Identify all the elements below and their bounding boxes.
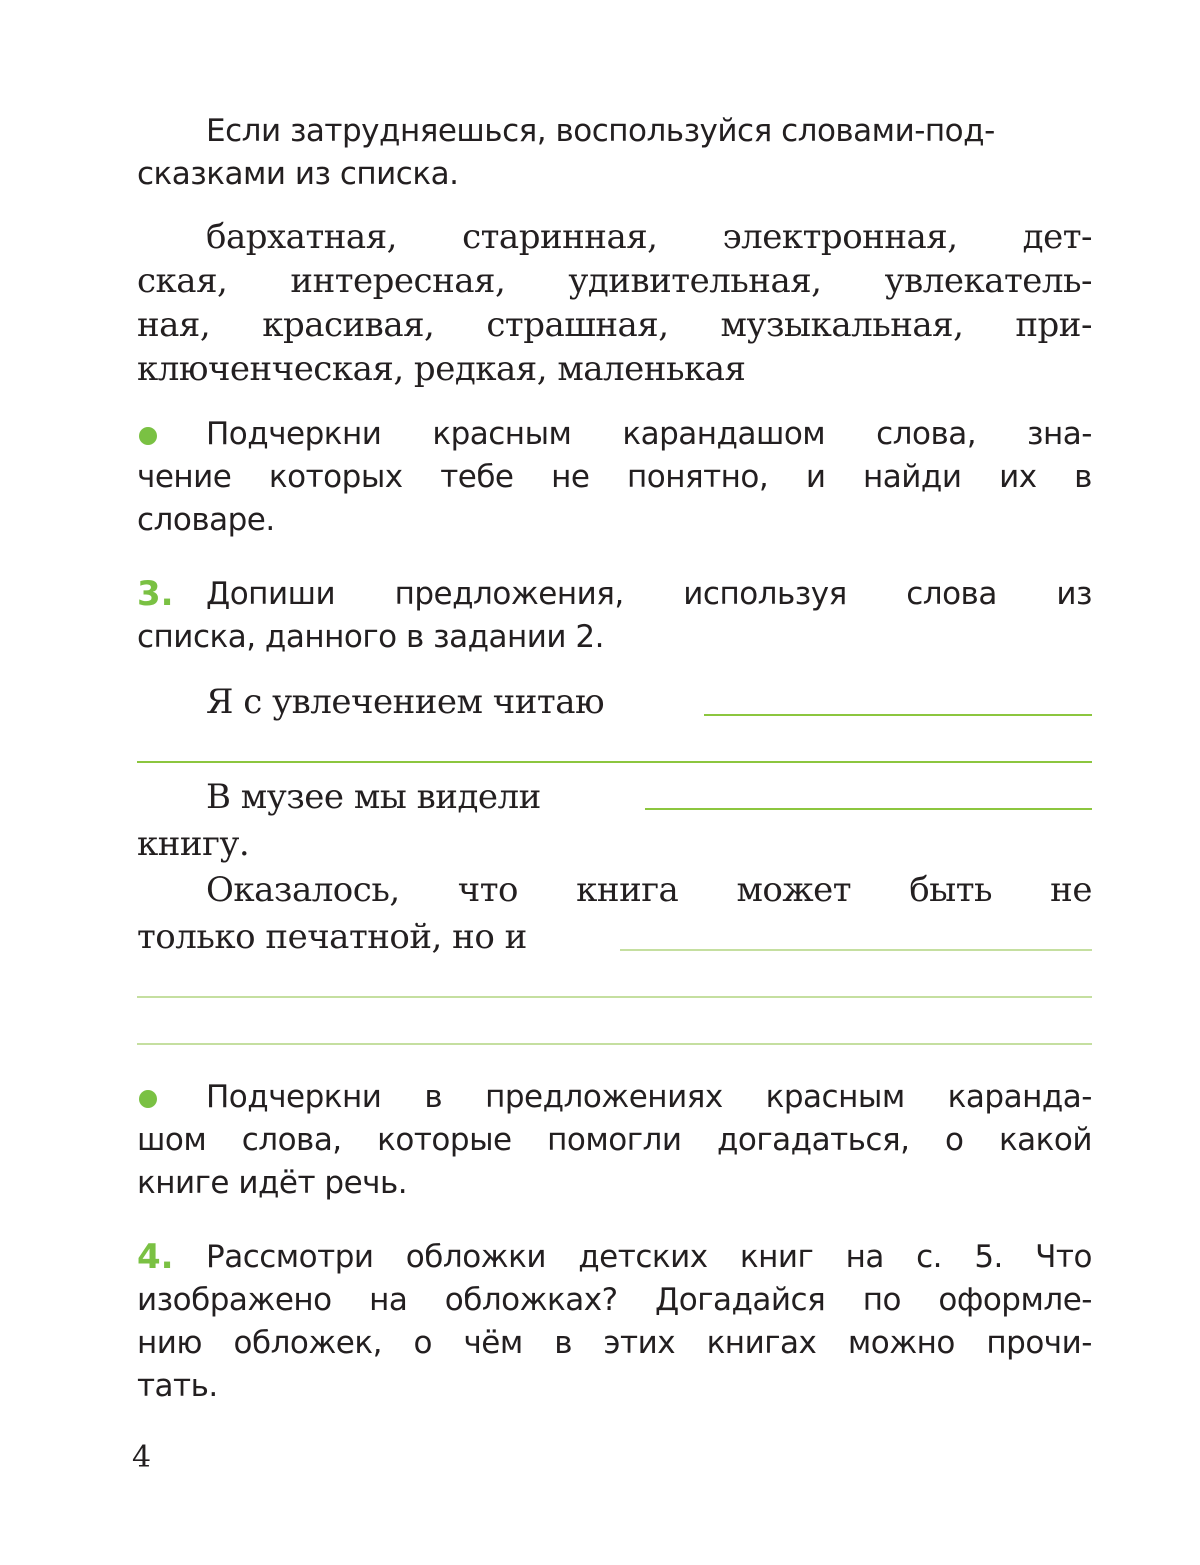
bullet-icon [139,1090,157,1108]
word: оформле- [938,1282,1092,1318]
word: Оказалось, [206,870,400,910]
word: которые [377,1122,512,1158]
page-number: 4 [132,1440,152,1475]
word: с. [916,1239,943,1275]
word: прочи- [986,1325,1092,1361]
word: нию [137,1325,203,1361]
bullet-2-line-2 [137,1122,1092,1158]
word: о [944,1122,964,1158]
word-list-line-4 [137,349,1092,389]
sentence-1 [206,682,1092,722]
word: обложках? [444,1282,618,1318]
word: слова [906,576,997,612]
word: обложек, [233,1325,382,1361]
word: шом [137,1122,207,1158]
word: этих [603,1325,676,1361]
sentence-2-end [137,824,1092,864]
hint-text: Если затрудняешься, воспользуйся словами-под- [206,113,995,149]
answer-line[interactable] [704,714,1092,716]
word-list-text: ключенческая, редкая, маленькая [137,349,746,389]
word: можно [847,1325,955,1361]
task-text: тать. [137,1368,218,1404]
task-4-line-1 [206,1239,1092,1275]
word: Допиши [206,576,336,612]
word: слова, [241,1122,342,1158]
hint-line-1 [206,113,1092,149]
word: детских [578,1239,708,1275]
word: Подчеркни [206,416,382,452]
word: Подчеркни [206,1079,382,1115]
word: зна- [1027,416,1092,452]
word: слова, [876,416,977,452]
word: что [457,870,519,910]
word: понятно, [626,459,769,495]
task-3-line-2 [137,619,1092,655]
sentence-3 [206,870,1092,910]
word: чение [137,459,232,495]
task-text: списка, данного в задании 2. [137,619,604,655]
word: ская, [137,261,228,301]
word: Догадайся [655,1282,826,1318]
bullet-1-line-2 [137,459,1092,495]
word: тебе [440,459,514,495]
hint-text: сказками из списка. [137,156,459,192]
word: обложки [405,1239,546,1275]
word: каранда- [947,1079,1092,1115]
instruction-text: книге идёт речь. [137,1165,408,1201]
word: интересная, [290,261,506,301]
word: предложения, [394,576,624,612]
word: удивительная, [568,261,822,301]
word: книгах [706,1325,817,1361]
word: чём [463,1325,523,1361]
task-4-line-4 [137,1368,1092,1404]
word: предложениях [485,1079,723,1115]
word: увлекатель- [884,261,1092,301]
word: в [424,1079,443,1115]
word: красивая, [262,305,435,345]
word: используя [683,576,847,612]
word: старинная, [462,217,658,257]
task-3-line-1 [206,576,1092,612]
instruction-text: словаре. [137,502,275,538]
word: в [1074,459,1092,495]
sentence-text: только печатной, но и [137,917,527,957]
word: и [805,459,826,495]
word: изображено [137,1282,332,1318]
task-number: 4. [137,1237,174,1277]
word: ная, [137,305,211,345]
sentence-text: Я с увлечением читаю [206,682,605,722]
sentence-text: книгу. [137,824,250,864]
word: на [369,1282,408,1318]
word: Рассмотри [206,1239,374,1275]
word: музыкальная, [720,305,964,345]
word-list-line-2 [137,261,1092,301]
word: бархатная, [206,217,397,257]
word: электронная, [722,217,958,257]
task-number: 3. [137,574,174,614]
word: догадаться, [716,1122,910,1158]
bullet-2-line-3 [137,1165,1092,1201]
word: дет- [1022,217,1092,257]
word: помогли [547,1122,682,1158]
bullet-1-line-3 [137,502,1092,538]
word: не [1050,870,1092,910]
word: какой [998,1122,1092,1158]
sentence-text: В музее мы видели [206,777,541,817]
word: книг [739,1239,814,1275]
hint-line-2 [137,156,1092,192]
bullet-icon [139,427,157,445]
word: страшная, [486,305,669,345]
word: в [554,1325,572,1361]
word: из [1056,576,1092,612]
sentence-3-end [137,917,1092,957]
answer-line[interactable] [137,996,1092,998]
word: которых [268,459,403,495]
word: 5. [974,1239,1003,1275]
word: красным [765,1079,905,1115]
word: карандашом [622,416,826,452]
word: на [845,1239,884,1275]
word: Что [1035,1239,1092,1275]
answer-line[interactable] [137,761,1092,763]
word: не [551,459,590,495]
word: красным [432,416,572,452]
word: найди [863,459,962,495]
sentence-2 [206,777,1092,817]
word: о [413,1325,432,1361]
word-list-line-1 [206,217,1092,257]
answer-line[interactable] [137,1043,1092,1045]
answer-line[interactable] [645,808,1092,810]
word: по [862,1282,901,1318]
task-4-line-3 [137,1325,1092,1361]
task-4-line-2 [137,1282,1092,1318]
word: книга [576,870,679,910]
word-list-line-3 [137,305,1092,345]
word: при- [1015,305,1092,345]
bullet-1-line-1 [206,416,1092,452]
bullet-2-line-1 [206,1079,1092,1115]
answer-line[interactable] [620,949,1092,951]
word: быть [909,870,993,910]
word: может [736,870,852,910]
word: их [999,459,1037,495]
